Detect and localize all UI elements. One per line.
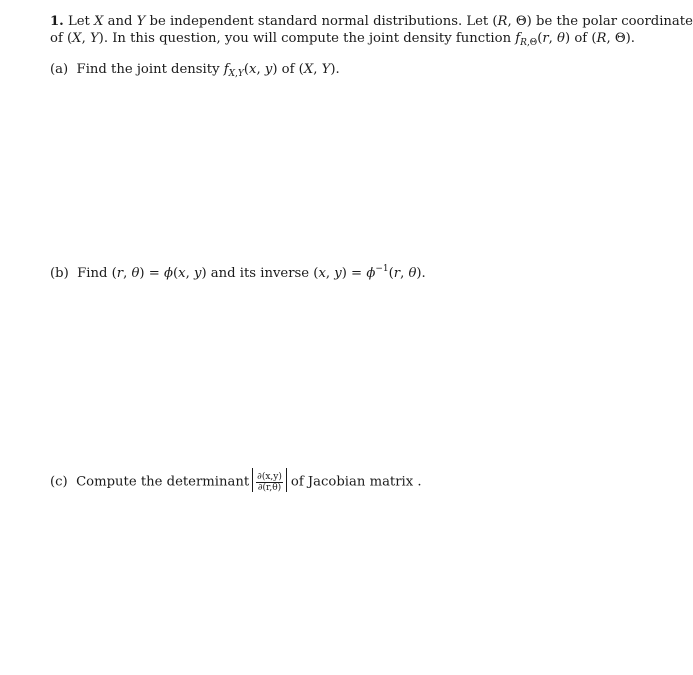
part-b-label: (b) (50, 266, 69, 281)
part-c-text-before: Compute the determinant (76, 474, 250, 490)
jacobian-denominator: ∂(r,θ) (257, 483, 282, 493)
part-c (50, 470, 422, 494)
problem-intro-line-1: 1. Let X and Y be independent standard normal distributions. Let (R, Θ) be the polar coordinate (50, 14, 693, 29)
jacobian-numerator: ∂(x,y) (257, 472, 282, 482)
problem-intro-line-2: of (X, Y). In this question, you will compute the joint density function $f_{R,\Theta}(r$, θ) of (R, Θ). (50, 31, 635, 48)
jacobian-fraction (256, 470, 283, 493)
part-b: (b) Find (r, θ) = ϕ(x, y) and its inverse (x, $y) = \phi^{-1}(r$, θ). (50, 264, 426, 281)
part-a-label: (a) (50, 62, 69, 77)
part-a: (a) Find the joint density $f_{X,Y}(x$, y) of (X, Y). (50, 62, 340, 79)
jacobian-determinant (252, 468, 287, 492)
part-c-text-after: of Jacobian matrix . (290, 474, 422, 490)
problem-number: 1. (50, 14, 64, 29)
part-c-label: (c) (50, 474, 68, 490)
